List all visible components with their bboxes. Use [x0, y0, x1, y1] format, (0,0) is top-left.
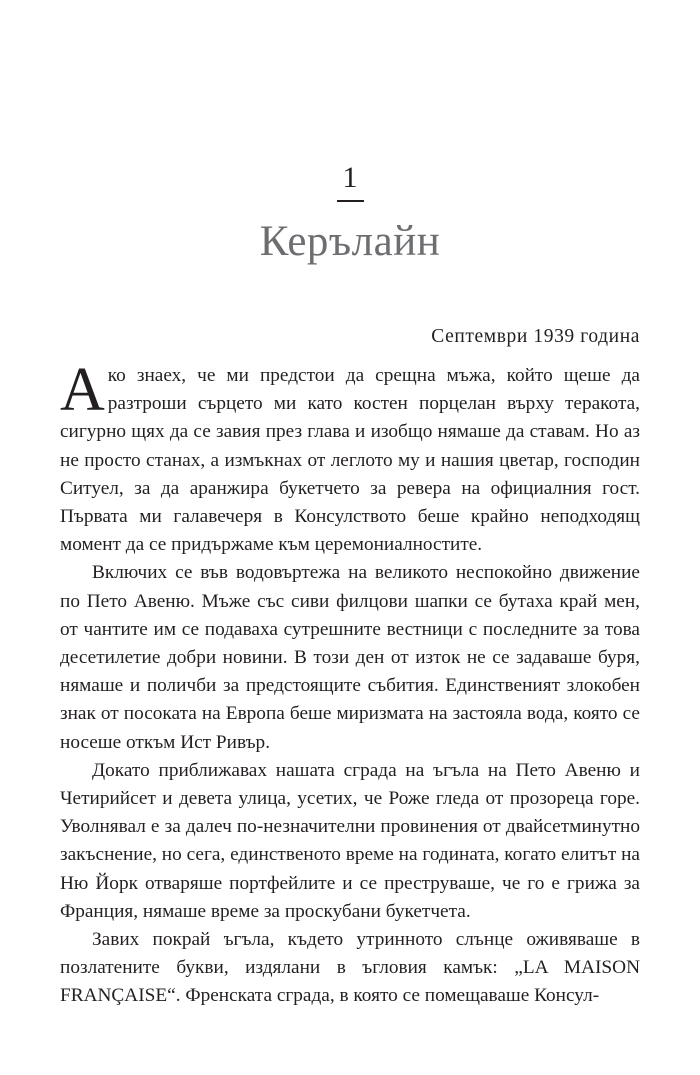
paragraph-2: Включих се във водовъртежа на великото неспокойно движение по Пето Авеню. Мъже със сиви филцови шапки се бутаха край мен, от чантите им се подаваха сутрешните вестници с последните за това десетилетие добри новини. В този ден от изток не се задаваше буря, нямаше и поличби за предстоящите събития. Единственият злокобен знак от посоката на Европа беше миризмата на застояла вода, която се носеше откъм Ист Ривър. [60, 562, 640, 753]
paragraph-1 [60, 356, 640, 559]
paragraph-4: Завих покрай ъгъла, където утринното слънце оживяваше в позлатените букви, издялани в ъгловия камък: „LA MAISON FRANÇAISE“. Френската сграда, в която се помещаваше Консул- [60, 929, 640, 1007]
chapter-dateline: Септември 1939 година [431, 326, 640, 347]
chapter-number-text: 1 [337, 158, 364, 202]
paragraph-3: Докато приближавах нашата сграда на ъгъла на Пето Авеню и Четирийсет и девета улица, усетих, че Роже гледа от прозореца горе. Уволнявал е за далеч по-незначителни провинения от двайсетминутно закъснение, но сега, единственото време на годината, когато елитът на Ню Йорк отваряше портфейлите и се преструваше, че го е грижа за Франция, нямаше време за проскубани букетчета. [60, 759, 640, 922]
drop-cap: А [60, 356, 105, 424]
body-text [60, 356, 640, 1011]
chapter-title: Керълайн [259, 218, 441, 265]
paragraph-1-text: ко знаех, че ми предстои да срещна мъжа, който щеше да разтроши сърцето ми като костен порцелан върху теракота, сигурно щях да се завия през глава и изобщо нямаше да ставам. Но аз не просто станах, а измъкнах от леглото му и нашия цветар, господин Ситуел, за да аранжира букетчето за ревера на официалния гост. Първата ми галавечеря в Консулството беше крайно неподходящ момент да се придържаме към церемониалностите. [60, 365, 640, 556]
chapter-number [0, 158, 700, 202]
